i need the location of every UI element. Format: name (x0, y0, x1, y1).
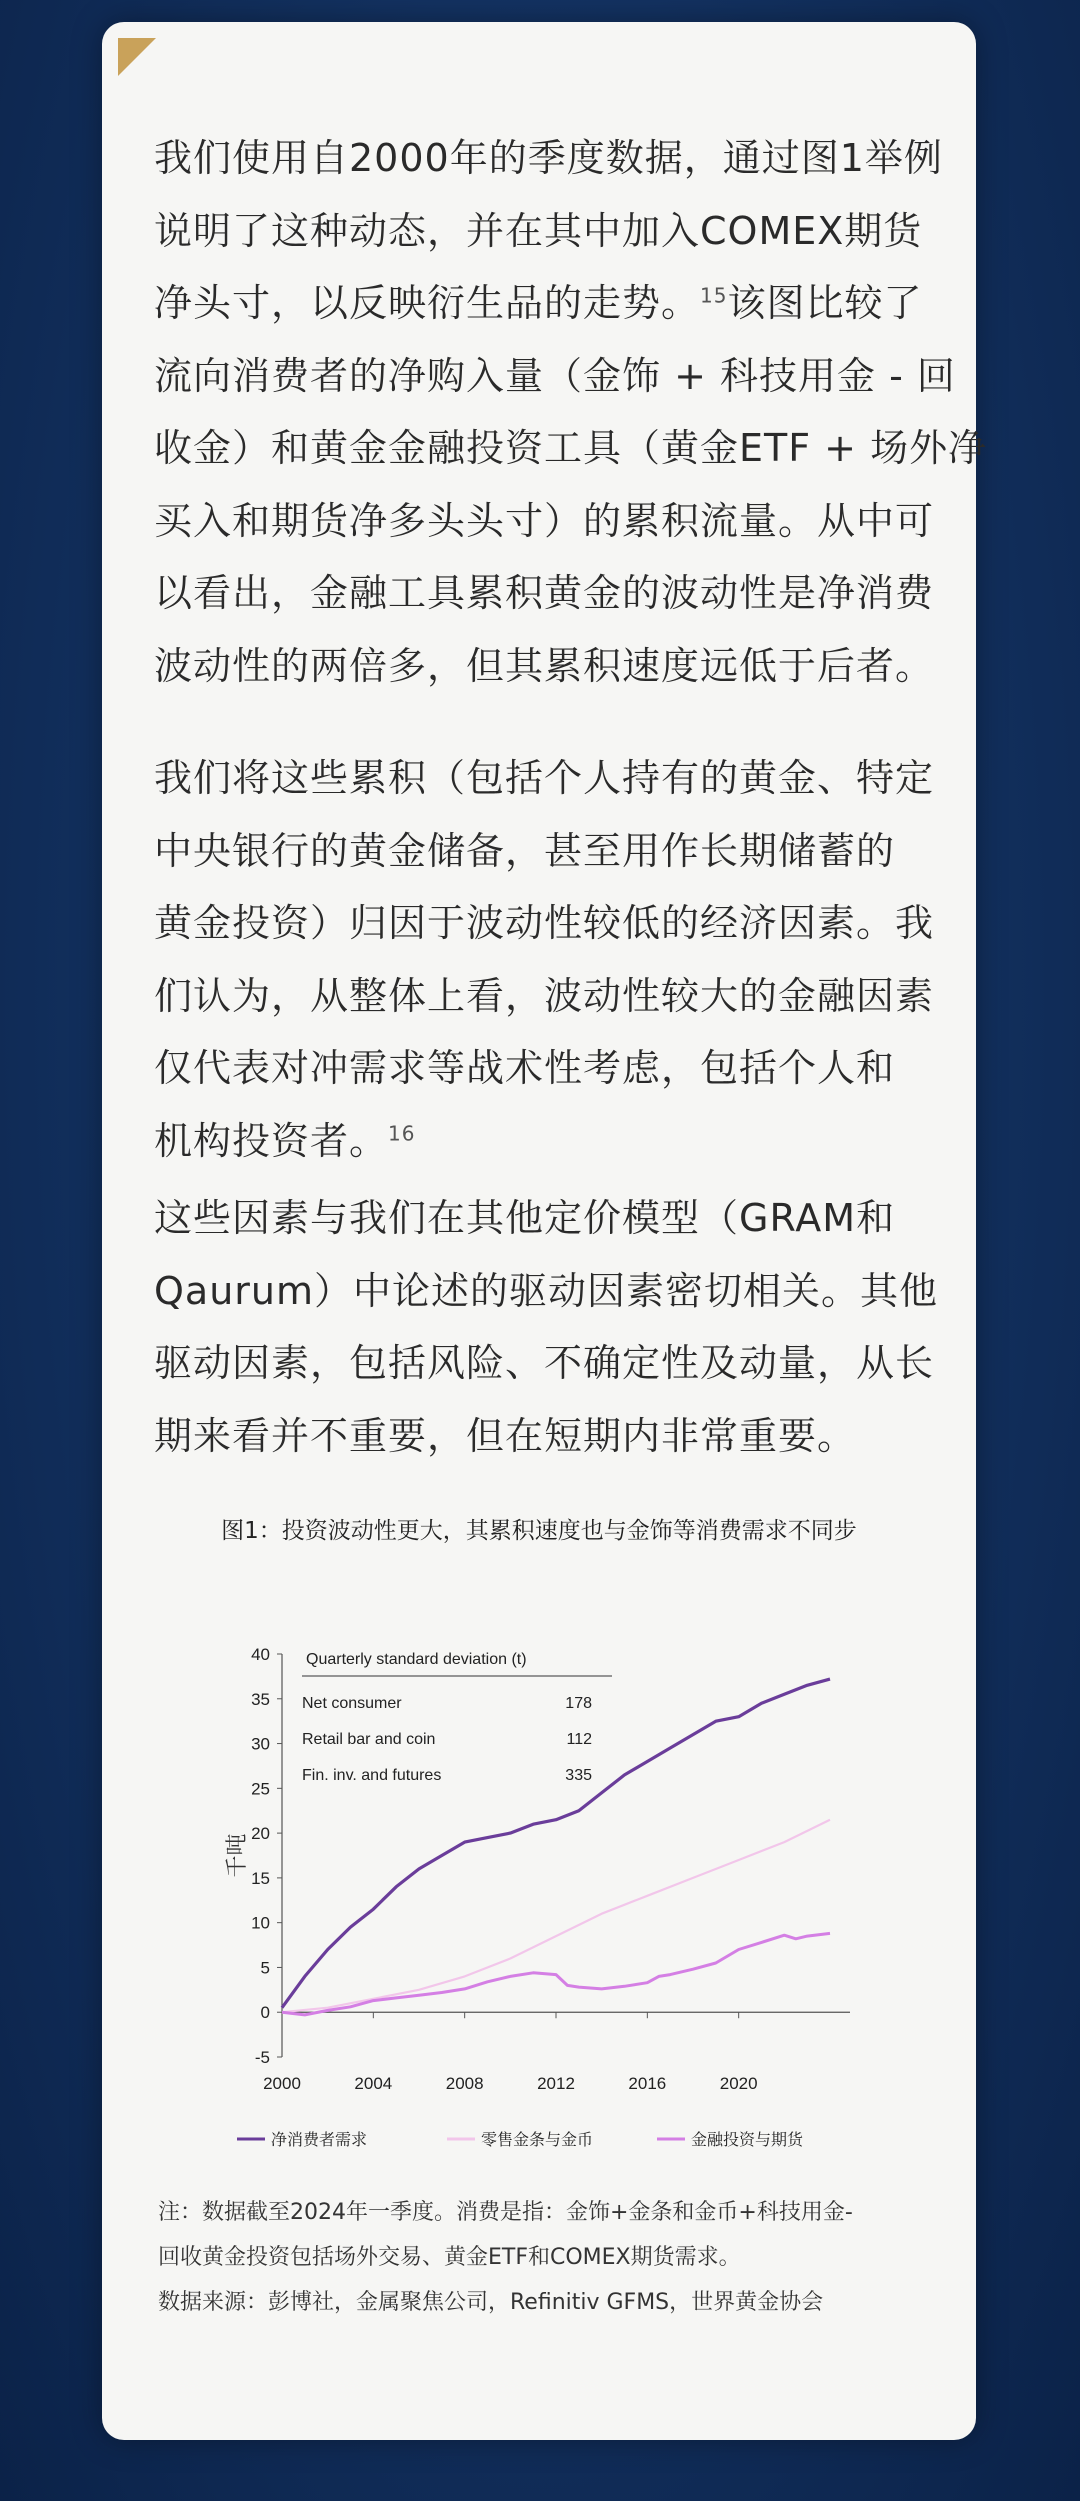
y-tick-label: 25 (251, 1779, 270, 1799)
text-line: 中央银行的黄金储备，甚至用作长期储蓄的 (154, 828, 896, 873)
x-tick-label: 2000 (263, 2074, 301, 2093)
text-line: 们认为，从整体上看，波动性较大的金融因素 (154, 973, 935, 1018)
cumulative-flow-chart (222, 1602, 882, 2162)
text-line (154, 267, 930, 340)
paragraph-3 (154, 1182, 939, 1472)
inset-table-value: 335 (565, 1767, 592, 1784)
text-line: Qaurum）中论述的驱动因素密切相关。其他 (154, 1268, 939, 1313)
figure-notes (158, 2190, 938, 2325)
note-line: 回收黄金投资包括场外交易、黄金ETF和COMEX期货需求。 (158, 2245, 741, 2270)
y-tick-label: 40 (251, 1645, 270, 1664)
inset-table-label: Fin. inv. and futures (302, 1767, 442, 1784)
corner-accent (118, 38, 156, 76)
y-tick-label: 15 (251, 1868, 270, 1888)
y-tick-label: 20 (251, 1824, 270, 1844)
text-line: 驱动因素，包括风险、不确定性及动量，从长 (154, 1341, 935, 1385)
inset-table-header: Quarterly standard deviation (t) (306, 1651, 527, 1668)
text-line: 收金）和黄金金融投资工具（黄金ETF + 场外净 (154, 426, 988, 470)
text-segment: 机构投资者。 (154, 1118, 389, 1163)
x-tick-label: 2012 (537, 2074, 575, 2093)
legend-label-3: 金融投资与期货 (691, 2130, 804, 2149)
y-axis-label: 千吨 (225, 1833, 250, 1878)
footnote-15[interactable]: 15 (700, 283, 728, 308)
text-line: 期来看并不重要，但在短期内非常重要。 (154, 1413, 857, 1458)
text-line: 黄金投资）归因于波动性较低的经济因素。我 (154, 901, 935, 945)
text-line: 这些因素与我们在其他定价模型（GRAM和 (154, 1196, 896, 1240)
legend-label-2: 零售金条与金币 (481, 2130, 594, 2149)
text-line: 流向消费者的净购入量（金饰 + 科技用金 - 回 (154, 353, 956, 398)
paragraph-2 (154, 742, 935, 1177)
series-line-3 (282, 1933, 830, 2015)
footnote-16[interactable]: 16 (388, 1120, 416, 1145)
y-tick-label: 10 (251, 1913, 270, 1933)
text-line: 以看出，金融工具累积黄金的波动性是净消费 (154, 571, 935, 615)
note-line: 注：数据截至2024年一季度。消费是指：金饰+金条和金币+科技用金- (158, 2200, 853, 2225)
content-card (102, 22, 988, 2440)
y-tick-label: 0 (260, 2003, 270, 2023)
x-tick-label: 2004 (354, 2074, 393, 2093)
y-tick-label: 30 (251, 1734, 270, 1754)
text-line: 波动性的两倍多，但其累积速度远低于后者。 (154, 643, 935, 688)
y-tick-label: -5 (254, 2048, 270, 2067)
x-tick-label: 2008 (445, 2074, 484, 2093)
text-line (154, 1105, 930, 1178)
text-segment: 该图比较了 (727, 281, 923, 325)
inset-table-value: 112 (566, 1731, 592, 1748)
series-line-1 (282, 1679, 830, 2008)
text-line: 我们将这些累积（包括个人持有的黄金、特定 (154, 756, 935, 800)
inset-table-label: Retail bar and coin (302, 1731, 436, 1748)
legend-label-1: 净消费者需求 (271, 2130, 368, 2149)
y-tick-label: 5 (260, 1958, 270, 1978)
text-line: 我们使用自2000年的季度数据，通过图1举例 (154, 136, 943, 180)
note-line: 数据来源：彭博社，金属聚焦公司，Refinitiv GFMS，世界黄金协会 (158, 2290, 824, 2315)
figure-title: 图1：投资波动性更大，其累积速度也与金饰等消费需求不同步 (221, 1518, 857, 1544)
inset-table-label: Net consumer (302, 1695, 402, 1712)
inset-table-value: 178 (565, 1695, 592, 1712)
text-line: 仅代表对冲需求等战术性考虑，包括个人和 (154, 1046, 896, 1090)
paragraph-1 (154, 122, 988, 702)
text-segment: 净头寸，以反映衍生品的走势。 (154, 281, 701, 325)
x-tick-label: 2016 (628, 2074, 667, 2093)
text-line: 说明了这种动态，并在其中加入COMEX期货 (154, 208, 923, 253)
y-tick-label: 35 (251, 1689, 270, 1709)
x-tick-label: 2020 (719, 2074, 758, 2093)
text-line: 买入和期货净多头头寸）的累积流量。从中可 (154, 498, 935, 543)
